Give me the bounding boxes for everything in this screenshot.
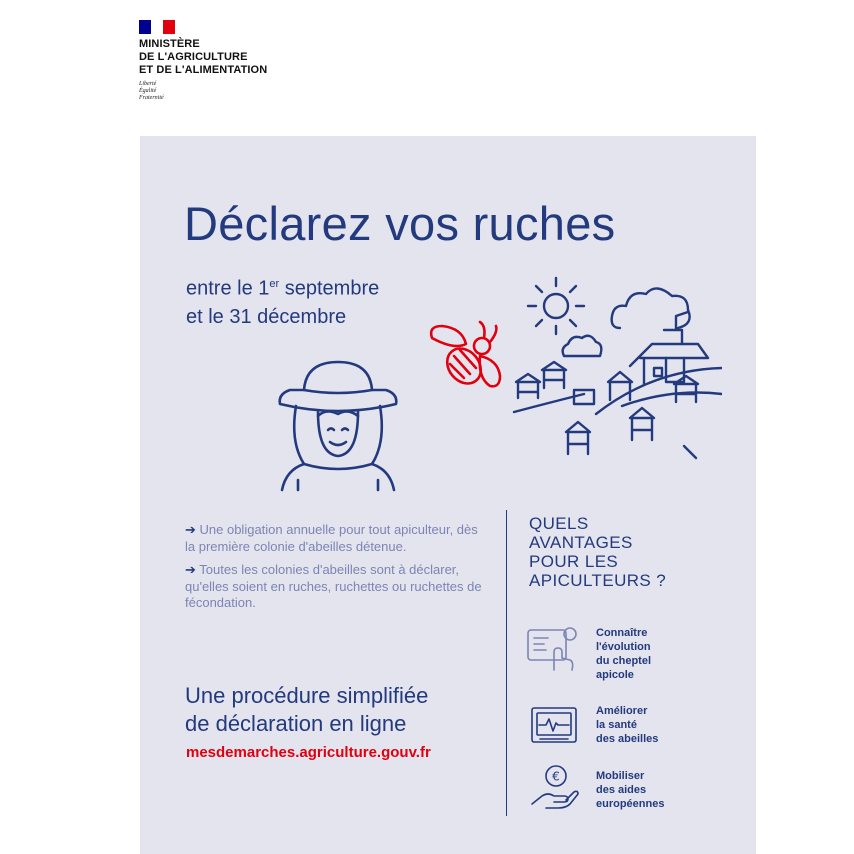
- french-flag-icon: [139, 20, 175, 34]
- advantage-item: Améliorer la santé des abeilles: [596, 705, 659, 745]
- tablet-hand-icon: [524, 624, 578, 674]
- obligation-bullets: [185, 522, 485, 619]
- advantage-item: Mobiliser des aides européennes: [596, 770, 665, 810]
- logo-line-1: MINISTÈRE: [139, 38, 200, 50]
- bullet-item: ➔ Toutes les colonies d'abeilles sont à déclarer, qu'elles soient en ruches, ruchettes ou ruchettes de fécondation.: [185, 562, 482, 610]
- declaration-dates: entre le 1er septembre et le 31 décembre: [186, 277, 380, 328]
- logo-line-2: DE L'AGRICULTURE: [139, 51, 248, 63]
- beekeeper-icon: [268, 358, 408, 496]
- svg-text:€: €: [552, 769, 560, 784]
- hives-landscape-icon: [512, 272, 722, 477]
- advantage-item: Connaître l'évolution du cheptel apicole: [596, 627, 652, 681]
- logo-line-3: ET DE L'ALIMENTATION: [139, 64, 268, 76]
- column-divider: [506, 510, 507, 816]
- ministry-logo: [139, 20, 267, 102]
- poster-title: Déclarez vos ruches: [184, 197, 616, 250]
- poster: [140, 136, 756, 854]
- arrow-right-icon: ➔: [185, 562, 200, 577]
- advantages-title: QUELS AVANTAGES POUR LES APICULTEURS ?: [529, 514, 667, 590]
- arrow-right-icon: ➔: [185, 522, 200, 537]
- procedure-heading: Une procédure simplifiée de déclaration en ligne: [185, 683, 429, 736]
- euro-hand-icon: [530, 764, 580, 810]
- bee-icon: [424, 316, 510, 394]
- health-monitor-icon: [530, 706, 578, 746]
- bullet-item: ➔ Une obligation annuelle pour tout apiculteur, dès la première colonie d'abeilles détenue.: [185, 522, 478, 554]
- declaration-url-link[interactable]: mesdemarches.agriculture.gouv.fr: [186, 744, 431, 761]
- republic-motto: Liberté Égalité Fraternité: [139, 81, 164, 101]
